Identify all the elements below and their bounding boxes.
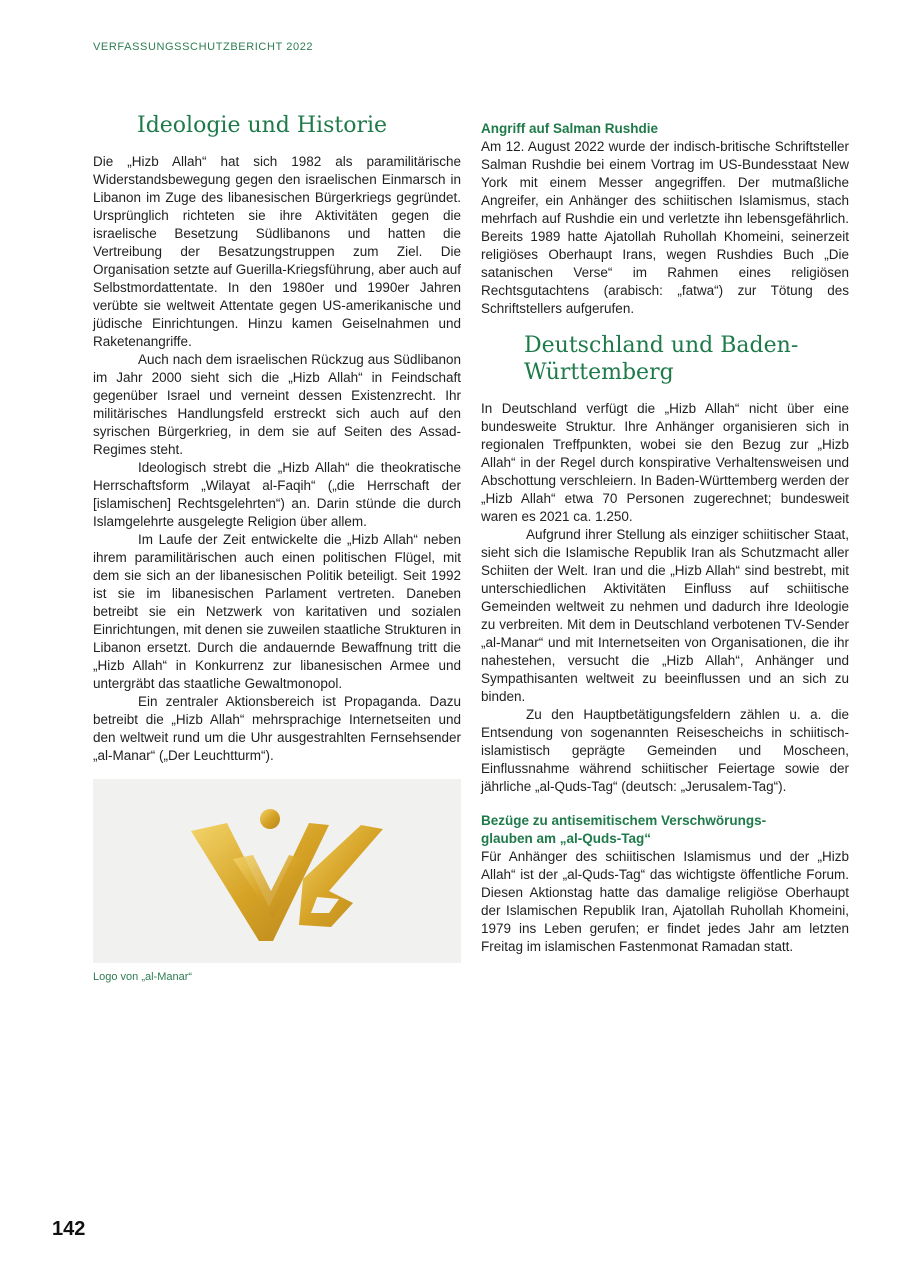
paragraph: Am 12. August 2022 wurde der indisch-britische Schriftsteller Salman Rushdie bei einem Vortrag im US-Bundesstaat New York mit einem Messer angegriffen. Der mutmaßliche Angreifer, ein Anhänger des schiitischen Islamismus, stach mehrfach auf Rushdie ein und verletzte ihn lebensgefährlich. Bereits 1989 hatte Ajatollah Ruhollah Khomeini, seinerzeit religiöses Oberhaupt Irans, wegen Rushdies Buch „Die satanischen Verse“ im Rahmen eines religiösen Rechtsgutachtens (arabisch: „fatwa“) zur Tötung des Schriftstellers aufgerufen. — [481, 139, 849, 316]
paragraph: In Deutschland verfügt die „Hizb Allah“ nicht über eine bundesweite Struktur. Ihre Anhänger organisieren sich in regionalen Treffpunkten, wobei sie den Bezug zur „Hizb Allah“ in der Regel durch konspirative Verhaltensweisen und Abschottung verschleiern. In Baden-Württemberg werden der „Hizb Allah“ etwa 70 Personen zugerechnet; bundesweit waren es 2021 ca. 1.250. — [481, 401, 849, 524]
subheading-rushdie: Angriff auf Salman Rushdie — [481, 121, 659, 136]
heading-line: Deutschland und Baden- — [524, 333, 799, 358]
section-heading-deutschland — [481, 332, 849, 386]
paragraph: Zu den Hauptbetätigungsfeldern zählen u. a. die Entsendung von sogenannten Reisescheichs in schiitisch-islamistisch geprägte Gemeinden und Moscheen, Einflussnahme während schiitischer Feiertage sowie der jährliche „al-Quds-Tag“ (deutsch: „Jerusalem-Tag“). — [481, 707, 849, 794]
figure-caption: Logo von „al-Manar“ — [93, 971, 193, 983]
paragraph: Für Anhänger des schiitischen Islamismus und der „Hizb Allah“ ist der „al-Quds-Tag“ das wichtigste öffentliche Forum. Diesen Aktionstag hatte das damalige religiöse Oberhaupt der Islamischen Republik Iran, Ajatollah Ruhollah Khomeini, 1979 ins Leben gerufen; er findet jedes Jahr am letzten Freitag im islamischen Fastenmonat Ramadan statt. — [481, 849, 849, 954]
paragraph: Ideologisch strebt die „Hizb Allah“ die theokratische Herrschaftsform „Wilayat al-Faqih“ („die Herrschaft der [islamischen] Rechtsgelehrten“) an. Darin stünde die durch Islamgelehrte ausgelegte Religion über allem. — [93, 460, 461, 529]
al-manar-logo-icon — [93, 779, 461, 963]
paragraph: Aufgrund ihrer Stellung als einziger schiitischer Staat, sieht sich die Islamische Republik Iran als Schutzmacht aller Schiiten der Welt. Iran und die „Hizb Allah“ sind bestrebt, mit unterschiedlichen Aktivitäten Einfluss auf schiitische Gemeinden weltweit zu nehmen und dadurch ihre Ideologie zu verbreiten. Mit dem in Deutschland verbotenen TV-Sender „al-Manar“ und mit Internetseiten von Organisationen, die ihr nahestehen, versucht die „Hizb Allah“, Anhänger und Sympathisanten weltweit zu beeinflussen und an sich zu binden. — [481, 527, 849, 704]
section-heading-ideologie: Ideologie und Historie — [137, 113, 388, 138]
al-manar-logo-figure — [93, 779, 461, 963]
right-column — [481, 120, 849, 956]
page-number: 142 — [52, 1218, 86, 1240]
subheading-quds — [481, 812, 849, 848]
paragraph: Im Laufe der Zeit entwickelte die „Hizb Allah“ neben ihrem paramilitärischen auch einen politischen Flügel, mit dem sie sich an der libanesischen Politik beteiligt. Seit 1992 ist sie im libanesischen Parlament vertreten. Daneben betreibt sie ein Netzwerk von karitativen und sozialen Einrichtungen, mit denen sie zuweilen staatliche Strukturen in Libanon ersetzt. Durch die andauernde Bewaffnung tritt die „Hizb Allah“ in Konkurrenz zur libanesischen Armee und untergräbt das staatliche Gewaltmonopol. — [93, 532, 461, 691]
paragraph: Ein zentraler Aktionsbereich ist Propaganda. Dazu betreibt die „Hizb Allah“ mehrsprachige Internetseiten und den weltweit rund um die Uhr ausgestrahlten Fernsehsender „al-Manar“ („Der Leuchtturm“). — [93, 694, 461, 763]
left-column — [93, 112, 461, 983]
paragraph: Die „Hizb Allah“ hat sich 1982 als paramilitärische Widerstandsbewegung gegen den israelischen Einmarsch in Libanon im Zuge des libanesischen Bürgerkriegs gegründet. Ursprünglich richteten sie ihre Aktivitäten gegen die israelische Besetzung Südlibanons und hatten die Vertreibung der Besatzungstruppen zum Ziel. Die Organisation setzte auf Guerilla-Kriegsführung, aber auch auf Selbstmordattentate. In den 1980er und 1990er Jahren verübte sie weltweit Attentate gegen US-amerikanische und jüdische Einrichtungen. Hinzu kamen Geiselnahmen und Raketenangriffe. — [93, 154, 461, 349]
heading-line: glauben am „al-Quds-Tag“ — [481, 831, 652, 846]
heading-line: Bezüge zu antisemitischem Verschwörungs- — [481, 813, 767, 828]
heading-line: Württemberg — [524, 360, 674, 385]
paragraph: Auch nach dem israelischen Rückzug aus Südlibanon im Jahr 2000 sieht sich die „Hizb Allah“ in Feindschaft gegenüber Israel und verneint dessen Existenzrecht. Ihr militärisches Handlungsfeld erstreckt sich auch auf den syrischen Bürgerkrieg, in dem sie auf Seiten des Assad-Regimes steht. — [93, 352, 461, 457]
running-head: VERFASSUNGSSCHUTZBERICHT 2022 — [93, 41, 314, 53]
